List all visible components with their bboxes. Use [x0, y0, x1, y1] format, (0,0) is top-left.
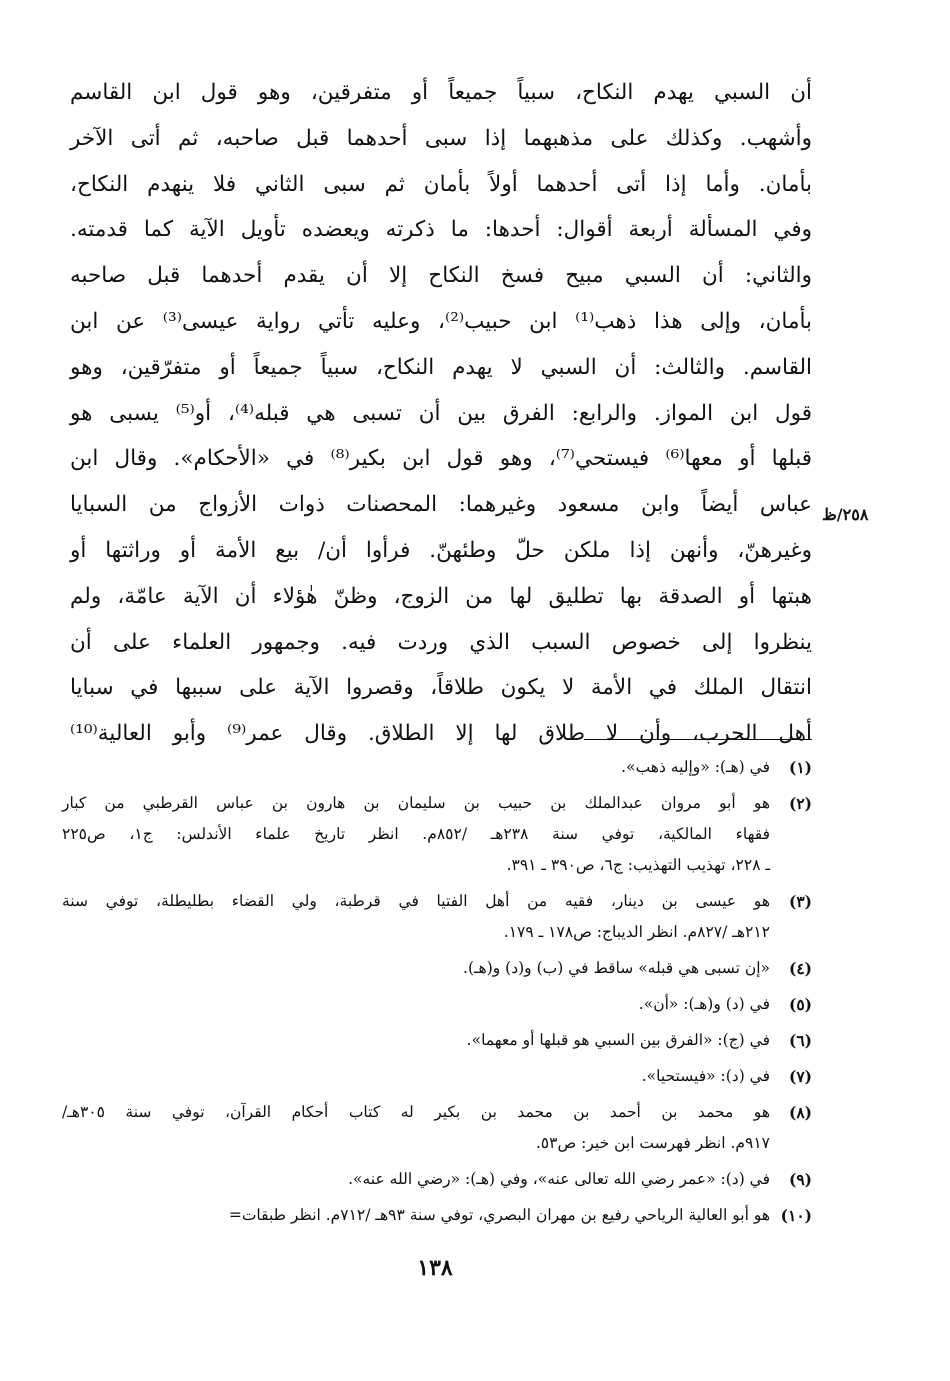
footnote-separator — [584, 739, 812, 740]
footnote-number: (٣) — [788, 892, 812, 911]
footnote-number: (١٠) — [780, 1206, 812, 1225]
footnote-line: هو عيسى بن دينار، فقيه من أهل الفتيا في قرطبة، ولي القضاء بطليطلة، توفي سنة — [62, 892, 770, 910]
text-line: عباس أيضاً وابن مسعود وغيرهما: المحصنات ذوات الأزواج من السبايا — [70, 492, 812, 518]
footnote-number: (٧) — [788, 1067, 812, 1086]
footnote-number: (٦) — [788, 1031, 812, 1050]
footnote-line: ٩١٧م. انظر فهرست ابن خير: ص٥٣. — [535, 1134, 770, 1152]
main-text — [70, 70, 812, 757]
footnote-number: (٩) — [788, 1170, 812, 1189]
footnote — [62, 1061, 812, 1092]
text-line: هبتها أو الصدقة بها تطليق لها من الزوج، وظنّ هٰؤلاء أن الآية عامّة، ولم — [70, 583, 812, 609]
footnote-line: هو أبو مروان عبدالملك بن حبيب بن سليمان بن هارون بن عباس القرطبي من كبار — [62, 794, 770, 812]
text-line: بأمان، وإلى هذا ذهب⁽¹⁾ ابن حبيب⁽²⁾، وعليه تأتي رواية عيسى⁽³⁾ عن ابن — [70, 308, 813, 334]
footnote-text — [62, 886, 770, 948]
text-line: أن السبي يهدم النكاح، سبياً جميعاً أو متفرقين، وهو قول ابن القاسم — [70, 80, 812, 105]
footnote-text — [62, 1097, 770, 1159]
footnote-line: ٢١٢هـ /٨٢٧م. انظر الديباج: ص١٧٨ ـ ١٧٩. — [503, 923, 770, 941]
text-line: والثاني: أن السبي مبيح فسخ النكاح إلا أن يقدم أحدهما قبل صاحبه — [70, 263, 812, 289]
footnote-number: (٨) — [788, 1103, 812, 1122]
footnote-text — [62, 953, 770, 984]
text-line: أهل الحرب، وأن لا طلاق لها إلا الطلاق. وقال عمر⁽⁹⁾ وأبو العالية⁽¹⁰⁾ — [70, 721, 812, 747]
text-line: قبلها أو معها⁽⁶⁾ فيستحي⁽⁷⁾، وهو قول ابن بكير⁽⁸⁾ في «الأحكام». وقال ابن — [70, 446, 812, 472]
text-line: بأمان. وأما إذا أتى أحدهما أولاً بأمان ثم سبى الثاني فلا ينهدم النكاح، — [70, 171, 812, 197]
text-line: وغيرهنّ، وأنهن إذا ملكن حلّ وطئهنّ. فرأوا أن/ بيع الأمة أو وراثتها أو — [70, 537, 812, 563]
footnote — [62, 1097, 812, 1159]
text-line: ينظروا إلى خصوص السبب الذي وردت فيه. وجمهور العلماء على أن — [70, 629, 812, 655]
margin-folio-note: ٢٥٨/ظ — [822, 505, 869, 524]
page-number: ١٣٨ — [417, 1255, 453, 1281]
text-line: وفي المسألة أربعة أقوال: أحدها: ما ذكرته ويعضده تأويل الآية كما قدمته. — [70, 217, 812, 243]
footnote-text — [62, 752, 770, 783]
footnote-line: في (هـ): «وإليه ذهب». — [621, 758, 770, 776]
footnote — [62, 1164, 812, 1195]
footnote-text — [62, 989, 770, 1020]
footnote-text — [62, 788, 770, 881]
footnote-line: هو محمد بن أحمد بن محمد بن بكير له كتاب أحكام القرآن، توفي سنة ٣٠٥هـ/ — [62, 1103, 770, 1121]
footnote — [62, 886, 812, 948]
footnote-line: ـ ٢٢٨، تهذيب التهذيب: ج٦، ص٣٩٠ ـ ٣٩١. — [506, 856, 770, 874]
footnote — [62, 1025, 812, 1056]
footnote — [62, 788, 812, 881]
text-line: قول ابن المواز. والرابع: الفرق بين أن تسبى هي قبله⁽⁴⁾، أو⁽⁵⁾ يسبى هو — [70, 400, 812, 426]
footnote-line: «إن تسبى هي قبله» ساقط في (ب) و(د) و(هـ). — [463, 959, 770, 977]
footnote-line: في (ج): «الفرق بين السبي هو قبلها أو معهما». — [466, 1031, 770, 1049]
footnote-text — [62, 1025, 770, 1056]
footnote-text — [62, 1164, 770, 1195]
text-line: انتقال الملك في الأمة لا يكون طلاقاً، وقصروا الآية على سببها في سبايا — [70, 675, 812, 701]
footnote-number: (٢) — [788, 794, 812, 813]
footnote-number: (٥) — [788, 995, 812, 1014]
footnote — [62, 989, 812, 1020]
footnotes — [62, 752, 812, 1236]
footnote-line: في (د): «عمر رضي الله تعالى عنه»، وفي (هـ): «رضي الله عنه». — [348, 1170, 770, 1188]
text-line: القاسم. والثالث: أن السبي لا يهدم النكاح، سبياً جميعاً أو متفرّقين، وهو — [70, 354, 812, 380]
footnote-line: هو أبو العالية الرياحي رفيع بن مهران البصري، توفي سنة ٩٣هـ /٧١٢م. انظر طبقات= — [228, 1206, 770, 1224]
text-line: وأشهب. وكذلك على مذهبهما إذا سبى أحدهما قبل صاحبه، ثم أتى الآخر — [70, 125, 812, 151]
footnote-text — [62, 1061, 770, 1092]
footnote-line: في (د) و(هـ): «أن». — [638, 995, 770, 1013]
footnote-line: فقهاء المالكية، توفي سنة ٢٣٨هـ /٨٥٢م. انظر تاريخ علماء الأندلس: ج١، ص٢٢٥ — [62, 825, 770, 843]
footnote — [62, 1200, 812, 1231]
footnote-number: (١) — [788, 758, 812, 777]
footnote — [62, 953, 812, 984]
footnote-number: (٤) — [788, 959, 812, 978]
footnote — [62, 752, 812, 783]
footnote-line: في (د): «فيستحيا». — [641, 1067, 770, 1085]
footnote-text — [62, 1200, 770, 1231]
